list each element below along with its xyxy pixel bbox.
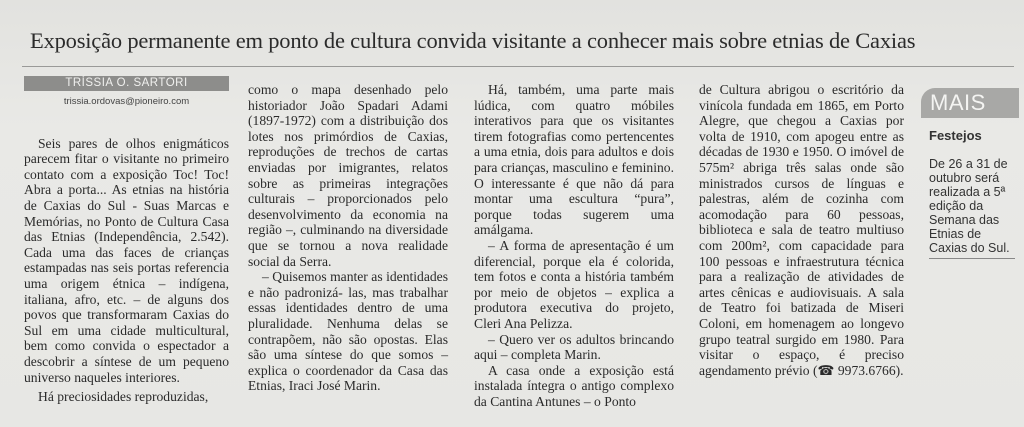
- column-1: [24, 76, 229, 405]
- paragraph: Há preciosidades reproduzidas,: [38, 389, 209, 405]
- column-4: [699, 82, 904, 378]
- paragraph: – Quero ver os adultos brincando aqui – completa Marin.: [474, 331, 674, 363]
- paragraph: A casa onde a exposição está instalada íntegra o antigo complexo da Cantina Antunes – o Ponto: [474, 362, 674, 409]
- sidebar-box: [921, 88, 1019, 255]
- byline-author: TRÍSSIA O. SARTORI: [24, 76, 229, 91]
- paragraph: de Cultura abrigou o escritório da vinícola fundada em 1865, em Porto Alegre, que chegou a Caxias por volta de 1910, com apogeu entre as décadas de 1930 e 1950. O imóvel de 575m² abriga três salas onde são ministrados cursos de línguas e palestras, além de cozinha com acomodação para 60 pessoas, biblioteca e sala de teatro multiuso com 200m², com capacidade para 100 pessoas e infraestrutura técnica para a realização de atividades de artes cênicas e audiovisuais. A sala de Teatro foi batizada de Miseri Coloni, em homenagem ao longevo grupo teatral surgido em 1980. Para visitar o espaço, é preciso agendamento prévio (☎ 9973.6766).: [699, 82, 904, 378]
- paragraph: – Quisemos manter as identidades e não padronizá- las, mas trabalhar essas identidades dentro de uma pluralidade. Nenhuma delas se contrapõem, não são opostas. Elas são uma síntese do que somos – explica o coordenador da Casa das Etnias, Iraci José Marin.: [248, 269, 448, 394]
- headline: Exposição permanente em ponto de cultura convida visitante a conhecer mais sobre etnias de Caxias: [30, 28, 916, 53]
- paragraph: Há, também, uma parte mais lúdica, com quatro móbiles interativos para que os visitantes tirem fotografias como pertencentes a uma etnia, dois para adultos e dois para crianças, masculino e feminino. O interessante é que não dá para montar uma escultura “pura”, porque todas sugerem uma amálgama.: [474, 82, 674, 238]
- headline-divider: [22, 66, 1014, 67]
- column-2: [248, 82, 448, 394]
- sidebar-divider: [929, 258, 1015, 259]
- sidebar-tag: MAIS: [921, 88, 1019, 118]
- column-3: [474, 82, 674, 409]
- paragraph: Seis pares de olhos enigmáticos parecem fitar o visitante no primeiro contato com a exposição Toc! Toc! Abra a porta... As etnias na história de Caxias do Sul - Suas Marcas e Memórias, no Ponto de Cultura Casa das Etnias (Independência, 2.542). Cada uma das faces de crianças estampadas nas seis portas referencia uma origem étnica – indígena, italiana, afro, etc. – de alguns dos povos que transformaram Caxias do Sul em uma cidade multicultural, bem como convida o espectador a descobrir a síntese de um pequeno universo naqueles interiores.: [24, 135, 229, 385]
- byline-email: trissia.ordovas@pioneiro.com: [63, 96, 190, 107]
- paragraph: – A forma de apresentação é um diferencial, porque ela é colorida, tem fotos e conta a história também por meio de objetos – explica a produtora executiva do projeto, Cleri Ana Pelizza.: [474, 237, 674, 331]
- sidebar-text: De 26 a 31 de outubro será realizada a 5ª edição da Semana das Etnias de Caxias do Sul.: [929, 157, 1010, 255]
- sidebar-heading: Festejos: [929, 128, 982, 143]
- paragraph: como o mapa desenhado pelo historiador João Spadari Adami (1897-1972) com a distribuição dos lotes nos primórdios de Caxias, reproduções de trechos de cartas enviadas por imigrantes, relatos sobre as primeiras integrações culturais – proporcionados pelo desenvolvimento da economia na região –, culminando na diversidade que se tornou a nova realidade social da Serra.: [248, 82, 448, 269]
